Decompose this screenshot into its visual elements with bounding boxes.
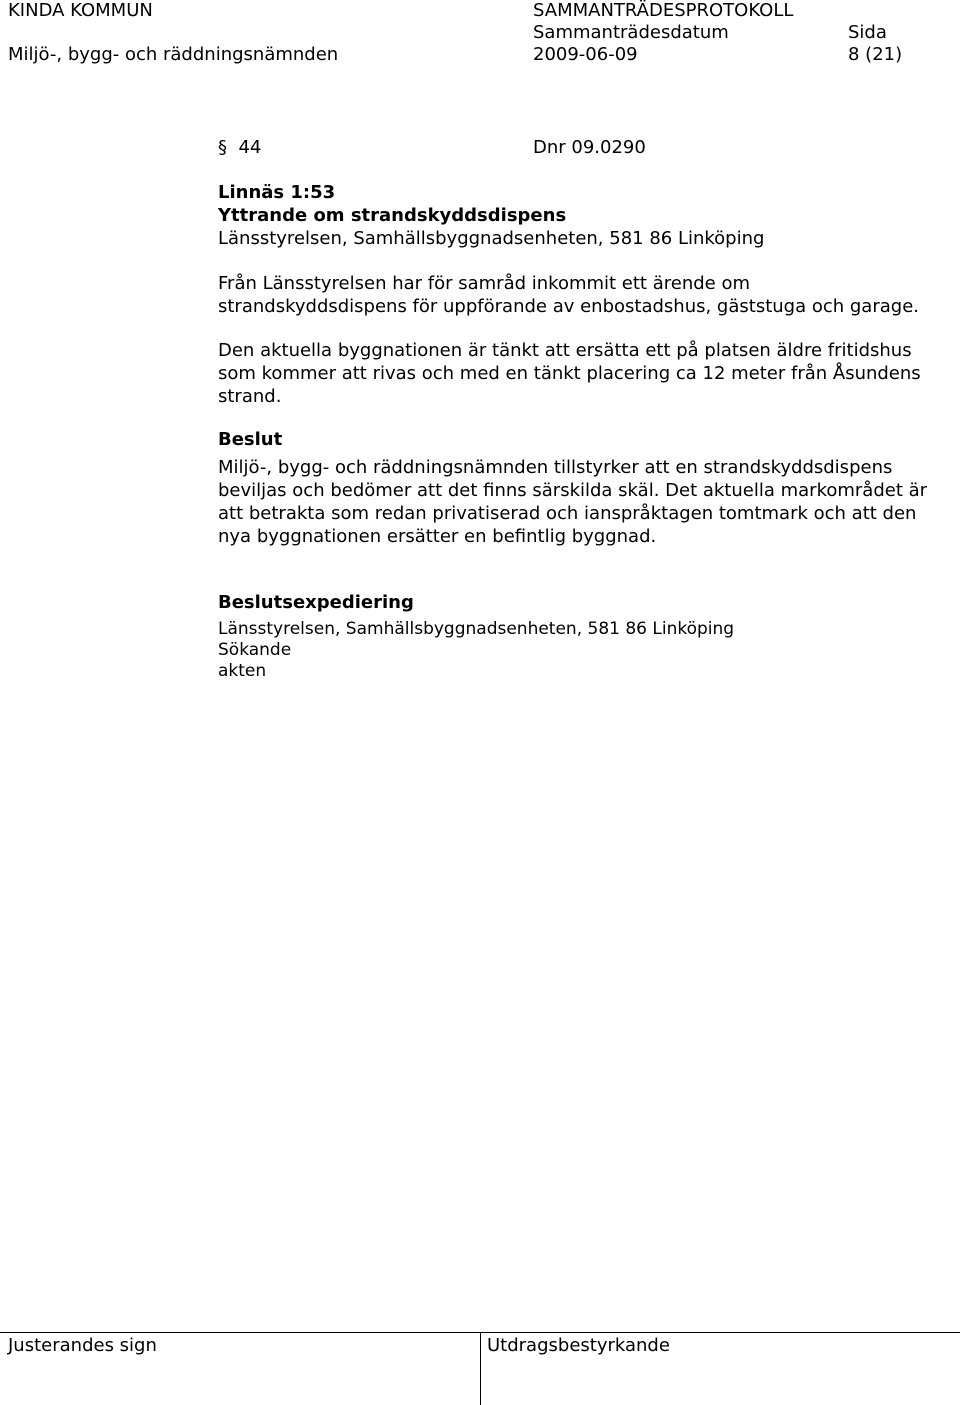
decision-line: Miljö-, bygg- och räddningsnämnden tillstyrker att en strandskyddsdispens [218,457,893,478]
footer-left-cell [0,1333,481,1405]
organization-name: KINDA KOMMUN [8,0,153,21]
date-label: Sammanträdesdatum [533,22,729,43]
recipient-item: Sökande [218,640,292,660]
paragraph-value: 44 [238,137,262,158]
body-line: strandskyddsdispens för uppförande av enbostadshus, gäststuga och garage. [218,296,919,317]
recipient-item: Länsstyrelsen, Samhällsbyggnadsenheten, 581 86 Linköping [218,619,735,639]
property-title: Linnäs 1:53 [218,182,336,203]
document-type: SAMMANTRÄDESPROTOKOLL [533,0,794,21]
adjusting-signature-label: Justerandes sign [8,1335,157,1356]
page-number: 8 (21) [848,44,903,65]
decision-text [218,456,960,548]
body-line: Från Länsstyrelsen har för samråd inkommit ett ärende om [218,273,751,294]
decision-line: att betrakta som redan privatiserad och ianspråktagen tomtmark och att den [218,503,917,524]
body-line: som kommer att rivas och med en tänkt placering ca 12 meter från Åsundens [218,363,921,384]
sender-line: Länsstyrelsen, Samhällsbyggnadsenheten, 581 86 Linköping [218,228,765,249]
recipient-item: akten [218,661,267,681]
dispatch-heading: Beslutsexpediering [218,592,414,613]
page-label: Sida [848,22,887,43]
decision-heading: Beslut [218,429,283,450]
extract-certification-label: Utdragsbestyrkande [487,1335,670,1356]
body-line: strand. [218,386,282,407]
decision-line: nya byggnationen ersätter en befintlig byggnad. [218,526,657,547]
committee-name: Miljö-, bygg- och räddningsnämnden [8,44,339,65]
subject-title: Yttrande om strandskyddsdispens [218,205,567,226]
decision-line: beviljas och bedömer att det finns särskilda skäl. Det aktuella markområdet är [218,480,928,501]
paragraph-symbol: § [218,137,227,158]
signature-footer [0,1332,960,1405]
diary-number: Dnr 09.0290 [533,137,646,158]
dispatch-recipients [218,619,734,682]
meeting-date: 2009-06-09 [533,44,638,65]
body-line: Den aktuella byggnationen är tänkt att ersätta ett på platsen äldre fritidshus [218,340,912,361]
paragraph-number [218,136,261,160]
body-paragraph-1 [218,272,960,318]
body-paragraph-2 [218,339,960,408]
